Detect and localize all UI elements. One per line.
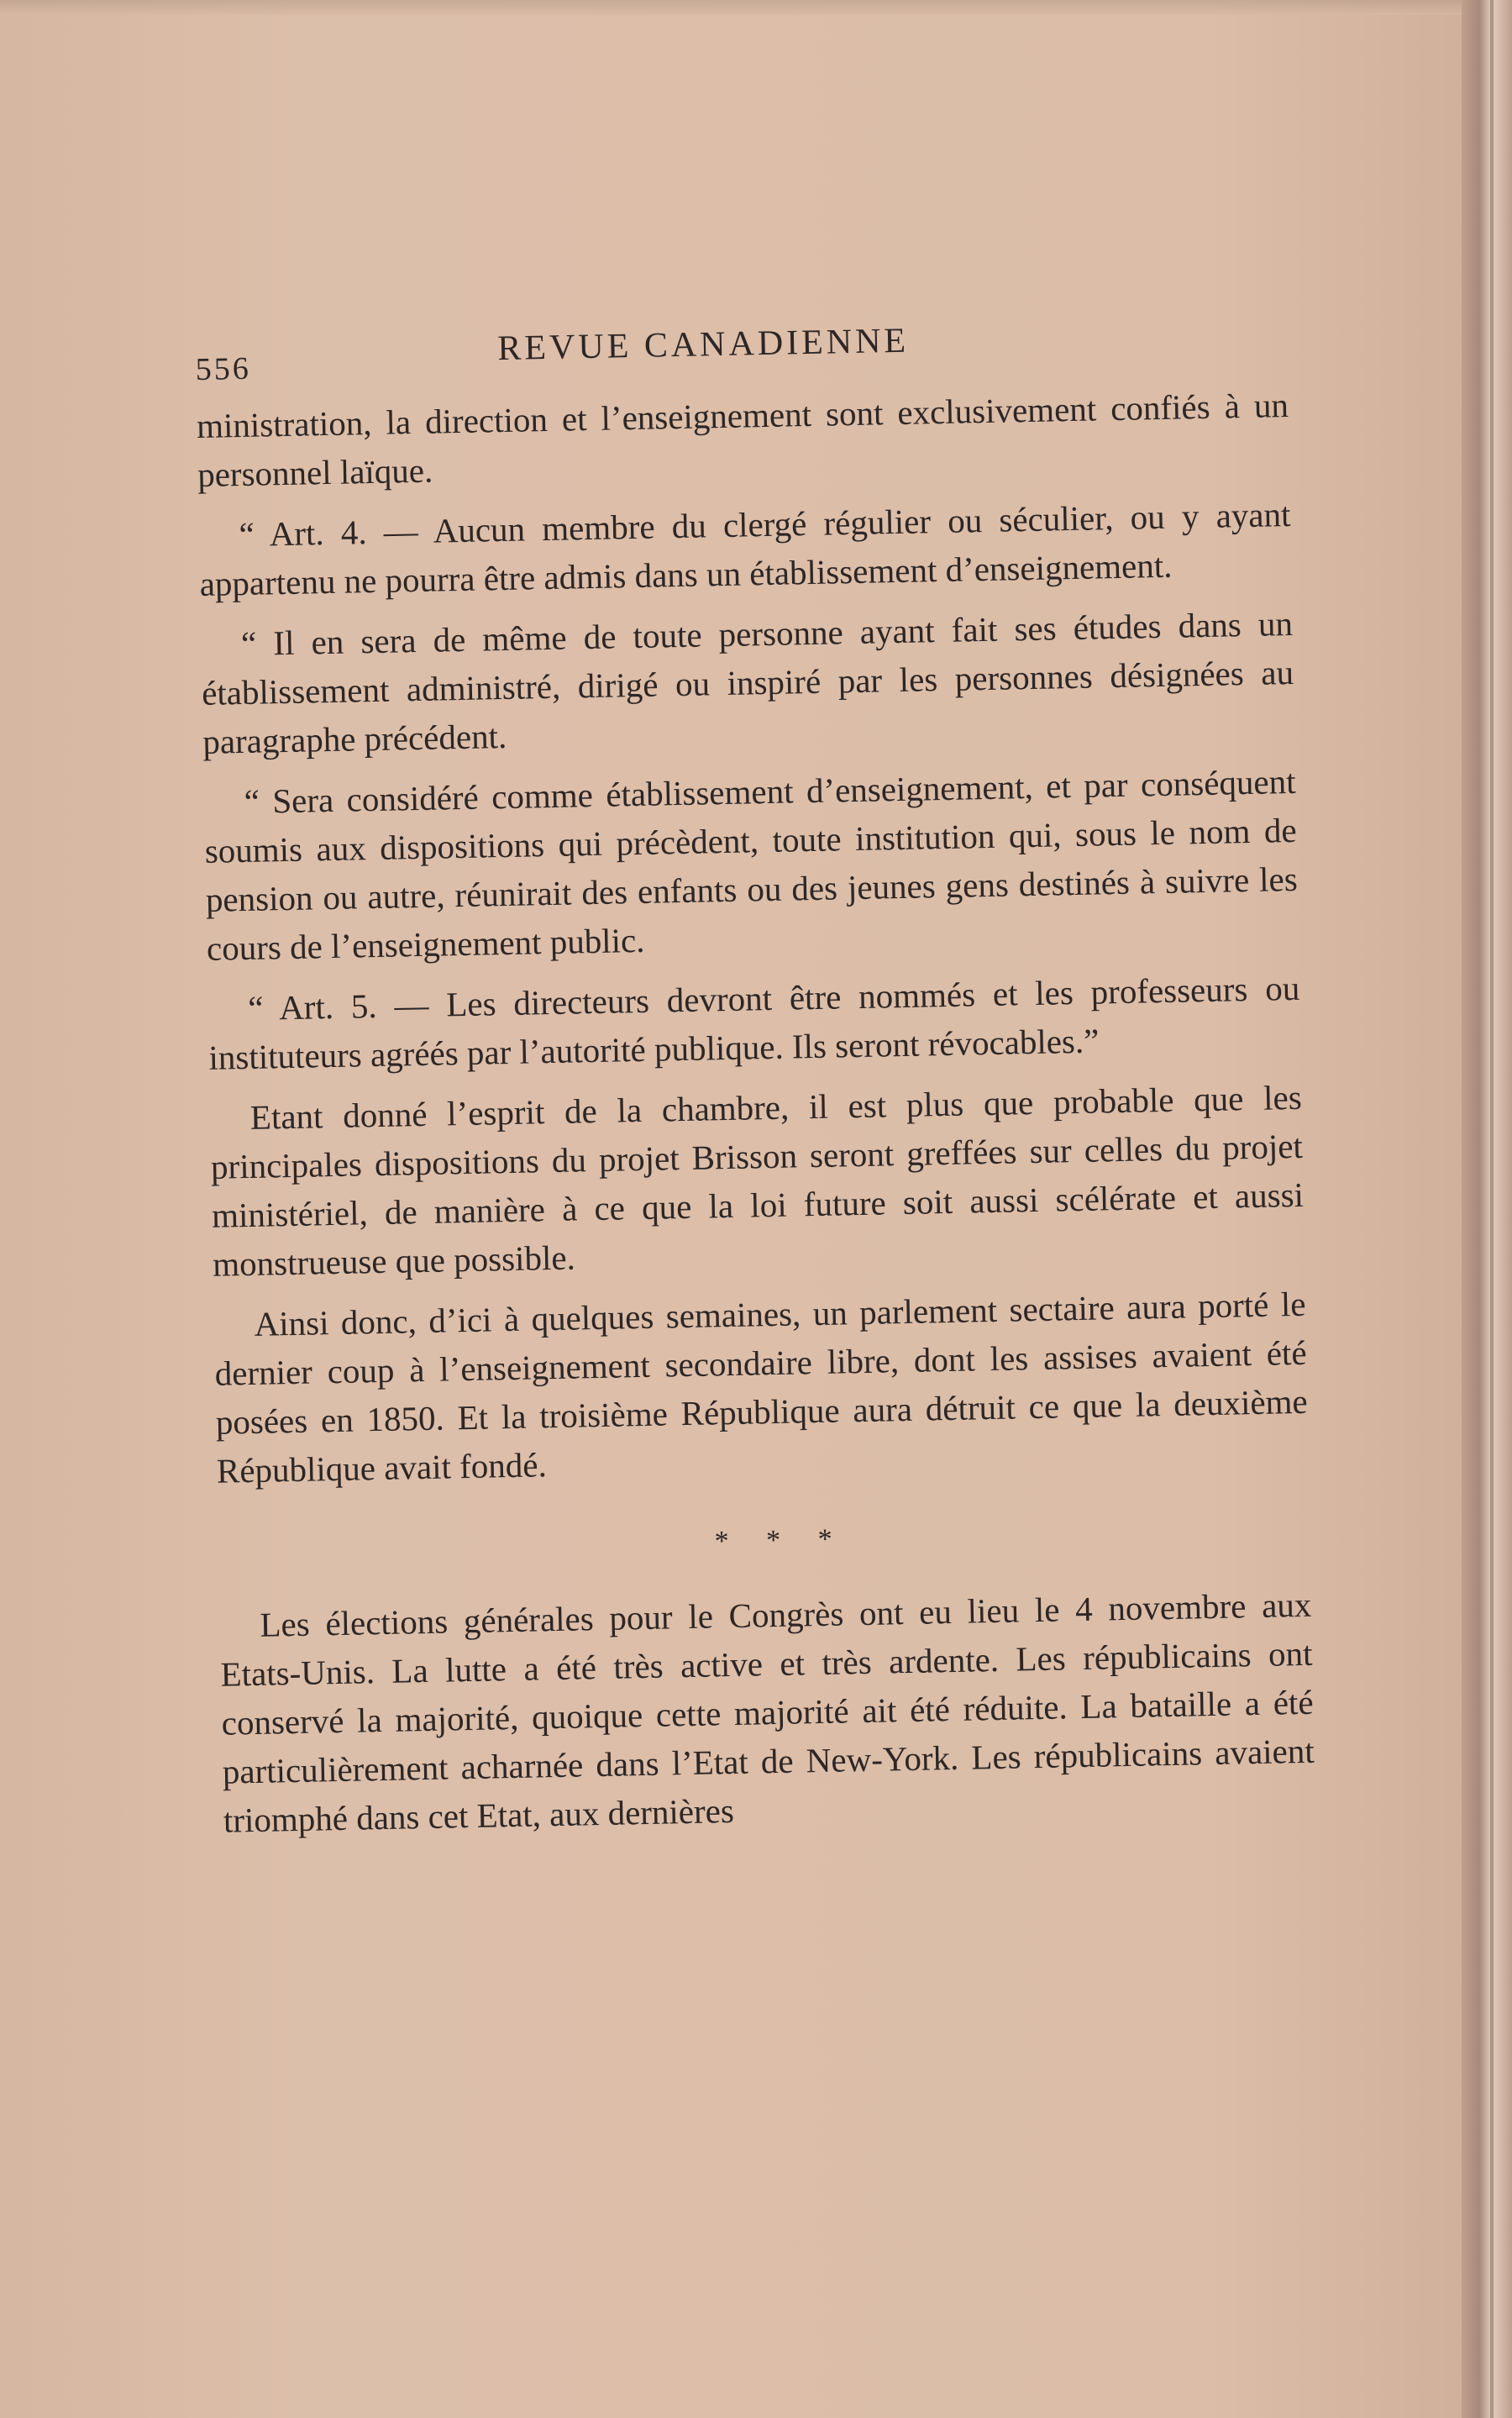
paragraph: “ Sera considéré comme établissement d’enseignement, et par conséquent soumis aux dispositions qui précèdent, toute institution qui, sous le nom de pension ou autre, réunirait des enfants ou des jeunes gens destinés à suivre les cours de l’enseignement public. — [204, 761, 1299, 968]
paragraph: Les élections générales pour le Congrès ont eu lieu le 4 novembre aux Etats-Unis. La lutte a été très active et très ardente. Les républicains ont conservé la majorité, quoique cette majorité ait été réduite. La bataille a été particulièrement acharnée dans l’Etat de New-York. Les républicains avaient triomphé dans cet Etat, aux dernières — [220, 1585, 1315, 1840]
page-number: 556 — [195, 350, 252, 387]
running-title: REVUE CANADIENNE — [496, 321, 910, 369]
paragraph: “ Il en sera de même de toute personne ayant fait ses études dans un établissement administré, dirigé ou inspiré par les personnes désignées au paragraphe précédent. — [201, 603, 1294, 761]
book-spine — [1462, 0, 1512, 2418]
paragraph: “ Art. 4. — Aucun membre du clergé régulier ou séculier, ou y ayant appartenu ne pourra être admis dans un établissement d’enseignement. — [199, 495, 1291, 603]
paragraph: Etant donné l’esprit de la chambre, il est plus que probable que les principales dispositions du projet Brisson seront greffées sur celles du projet ministériel, de manière à ce que la loi future soit aussi scélérate et aussi monstrueuse que possible. — [210, 1077, 1305, 1284]
paragraph: “ Art. 5. — Les directeurs devront être nommés et les professeurs ou instituteurs agréés par l’autorité publique. Ils seront révocables.” — [208, 968, 1300, 1077]
spine-stitching — [1490, 0, 1494, 2418]
page-top-edge — [0, 0, 1478, 15]
page-text-block — [195, 313, 1316, 1857]
paragraph: Ainsi donc, d’ici à quelques semaines, un parlement sectaire aura porté le dernier coup à l’enseignement secondaire libre, dont les assises avaient été posées en 1850. Et la troisième République aura détruit ce que la deuxième République avait fondé. — [214, 1284, 1309, 1490]
paragraph: ministration, la direction et l’enseignement sont exclusivement confiés à un personnel laïque. — [196, 386, 1289, 494]
section-separator: * * * — [714, 1523, 848, 1558]
